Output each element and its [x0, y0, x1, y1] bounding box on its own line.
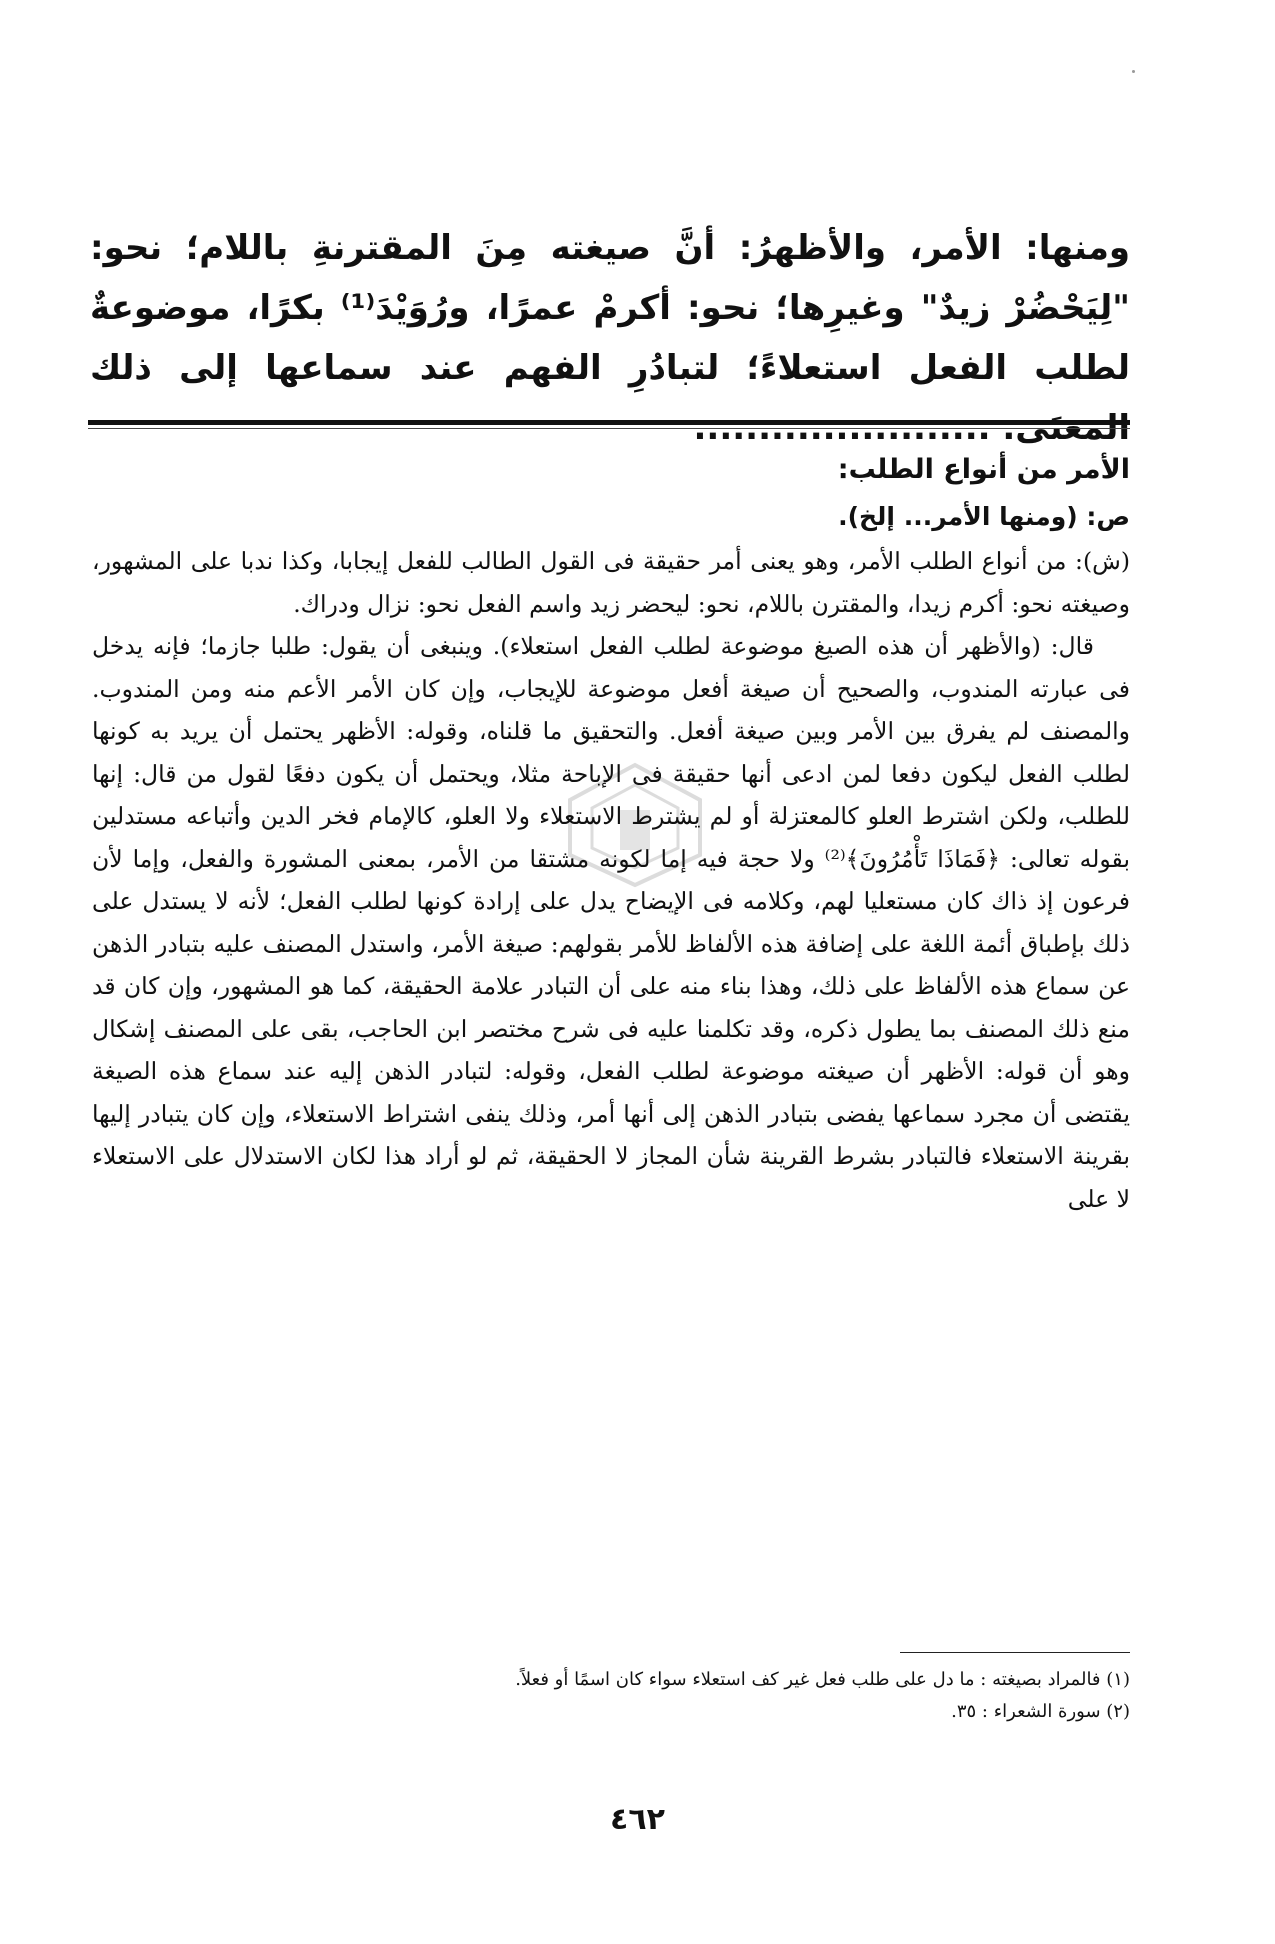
- section-heading: الأمر من أنواع الطلب:: [837, 454, 1130, 485]
- commentary-paragraph-1: (ش): من أنواع الطلب الأمر، وهو يعنى أمر حقيقة فى القول الطالب للفعل إيجابا، وكذا ندبا على المشهور، وصيغته نحو: أكرم زيدا، والمقترن باللام، نحو: ليحضر زيد واسم الفعل نحو: نزال ودراك.: [92, 547, 1130, 618]
- footnote-rule: [900, 1652, 1130, 1653]
- commentary-block: [92, 446, 1130, 1220]
- speck: [1132, 70, 1135, 73]
- footnote-1: (١) فالمراد بصيغته : ما دل على طلب فعل غير كف استعلاء سواء كان اسمًا أو فعلاً.: [515, 1669, 1130, 1690]
- separator-thick-rule: [88, 420, 1130, 425]
- quoted-text-reference: ص: (ومنها الأمر... إلخ).: [838, 502, 1130, 531]
- footnote-2: (٢) سورة الشعراء : ٣٥.: [951, 1701, 1130, 1722]
- main-text: ومنها: الأمر، والأظهرُ: أنَّ صيغته مِنَ المقترنةِ باللام؛ نحو: "لِيَحْضُرْ زيدٌ" وغيرِها؛ نحو: أكرمْ عمرًا، ورُوَيْدَ⁽¹⁾ بكرًا، موضوعةٌ لطلب الفعل استعلاءً؛ لتبادُرِ الفهم عند سماعها إلى ذلك: [90, 228, 1130, 388]
- separator-thin-rule: [88, 428, 1130, 429]
- footnotes: [92, 1664, 1130, 1728]
- commentary-paragraph-2: قال: (والأظهر أن هذه الصيغ موضوعة لطلب الفعل استعلاء). وينبغى أن يقول: طلبا جازما؛ فإنه يدخل فى عبارته المندوب، والصحيح أن صيغة أفعل موضوعة للإيجاب، وإن كان الأمر الأعم منه ومن المندوب. والمصنف لم يفرق بين الأمر وبين صيغة أفعل. والتحقيق ما قلناه، وقوله: الأظهر يحتمل أن يريد به كونها لطلب الفعل ليكون دفعا لمن ادعى أنها حقيقة فى الإباحة مثلا، ويحتمل أن يكون دفعًا لقول من قال: إنها للطلب، ولكن اشترط العلو كالمعتزلة أو لم يشترط الاستعلاء ولا العلو، كالإمام فخر الدين وأتباعه مستدلين بقوله تعالى: ﴿فَمَاذَا تَأْمُرُونَ﴾⁽²⁾ ولا حجة فيه إما لكونه مشتقا من الأمر، بمعنى المشورة والفعل، وإما لأن فرعون إذ ذاك كان مستعليا لهم، وكلامه فى الإيضاح يدل على إرادة كونها لطلب الفعل؛ لأنه لا يستدل على ذلك بإطباق أئمة اللغة على إضافة هذه الألفاظ للأمر بقولهم: صيغة الأمر، واستدل المصنف عليه بتبادر الذهن عن سماع هذه الألفاظ على ذلك، وهذا بناء منه على أن التبادر علامة الحقيقة، كما هو المشهور، وإن كان قد منع ذلك المصنف بما يطول ذكره، وقد تكلمنا عليه فى شرح مختصر ابن الحاجب، بقى على المصنف إشكال وهو أن قوله: الأظهر أن صيغته موضوعة لطلب الفعل، وقوله: لتبادر الذهن إليه عند سماع هذه الصيغة يقتضى أن مجرد سماعها يفضى بتبادر الذهن إلى أنها أمر، وذلك ينفى اشتراط الاستعلاء، وإن كان يتبادر إليها بقرينة الاستعلاء فالتبادر بشرط القرينة شأن المجاز لا الحقيقة، ثم لو أراد هذا لكان الاستدلال على الاستعلاء لا على: [92, 632, 1130, 1213]
- page-number: ٤٦٢: [610, 1802, 665, 1837]
